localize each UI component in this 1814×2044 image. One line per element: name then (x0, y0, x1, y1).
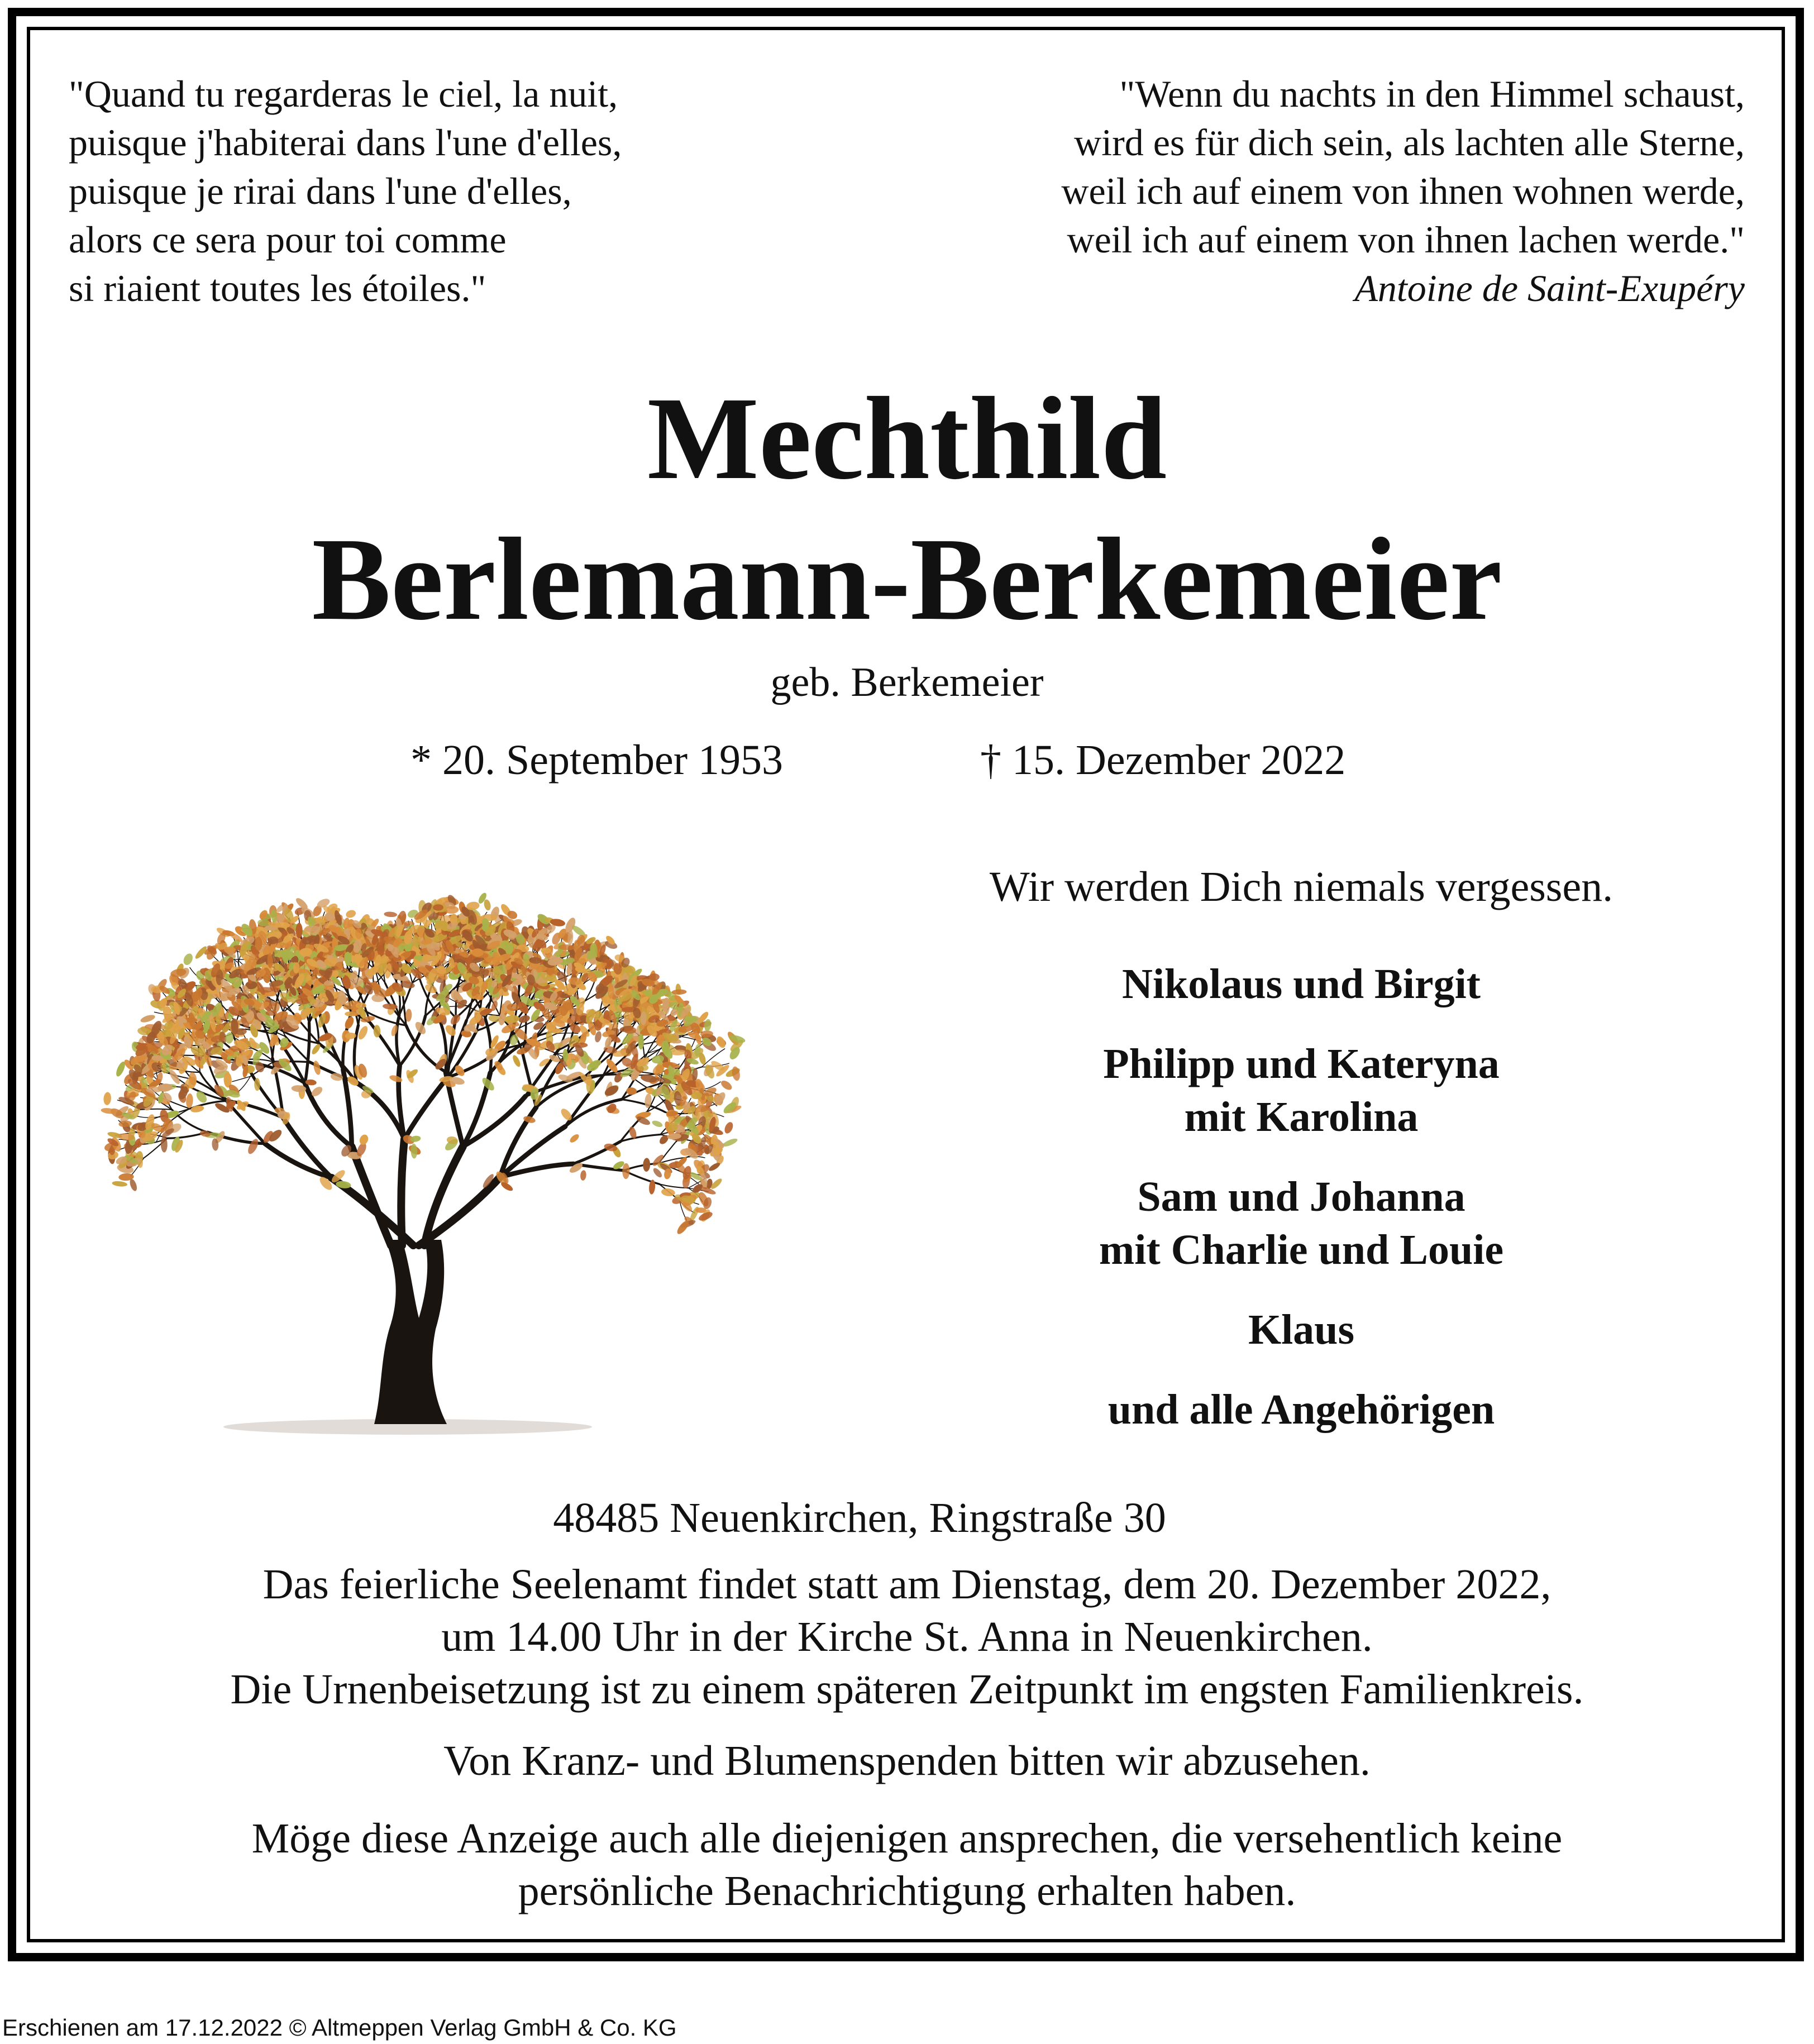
tree-leaf (675, 1219, 691, 1236)
tree-leaf (343, 1015, 355, 1030)
tree-leaf (384, 911, 397, 918)
service-line: Die Urnenbeisetzung ist zu einem späteren Zeitpunkt im engsten Familienkreis. (230, 1666, 1584, 1713)
tree-branch (485, 1019, 491, 1073)
tree-leaf (626, 1087, 637, 1095)
tree-leaf (708, 1161, 721, 1172)
tree-leaf (140, 1014, 156, 1024)
tree-leaf (112, 1181, 127, 1187)
quote-line: puisque j'habiterai dans l'une d'elles, (69, 121, 622, 164)
tree-leaf (731, 1066, 741, 1081)
tree-branch (620, 1134, 660, 1141)
flowers-request: Von Kranz- und Blumenspenden bitten wir abzusehen. (443, 1737, 1371, 1784)
tree-leaf (345, 909, 357, 919)
tree-leaf (562, 1002, 574, 1010)
deceased-last-name: Berlemann-Berkemeier (312, 513, 1502, 644)
tree-leaf (569, 1133, 580, 1144)
tree-leaf (128, 1178, 139, 1192)
tree-leaf (118, 1120, 132, 1128)
tree-branch (404, 1077, 447, 1139)
tree-leaf (704, 1019, 712, 1031)
tree-leaf (185, 1093, 193, 1108)
service-details (0, 1558, 1814, 1716)
tree-leaf (190, 1105, 204, 1114)
quote-line: alors ce sera pour toi comme (69, 218, 507, 261)
tree-leaf (255, 937, 262, 951)
mourner-group (871, 958, 1731, 1011)
mourners-list (871, 958, 1731, 1463)
tree-leaf (622, 1163, 630, 1179)
quote-line: weil ich auf einem von ihnen wohnen werde, (1061, 170, 1745, 212)
service-line: Das feierliche Seelenamt findet statt am Dienstag, dem 20. Dezember 2022, (262, 1561, 1552, 1608)
tree-leaf (182, 952, 195, 967)
notice-line: Möge diese Anzeige auch alle diejenigen ansprechen, die versehentlich keine (251, 1815, 1563, 1862)
mourner-line: Nikolaus und Birgit (1122, 961, 1481, 1007)
tree-leaf (580, 1170, 586, 1181)
tree-leaf (643, 1158, 651, 1172)
notification-notice (0, 1812, 1814, 1917)
quote-german (1061, 70, 1745, 313)
publication-footer: Erschienen am 17.12.2022 © Altmeppen Verlag GmbH & Co. KG (2, 2014, 677, 2041)
mourner-group (871, 1171, 1731, 1277)
tree-leaf (296, 923, 303, 938)
maiden-name: geb. Berkemeier (770, 660, 1044, 705)
tree-leaf (103, 1092, 112, 1105)
tree-leaf (723, 1121, 734, 1135)
autumn-tree-image (61, 854, 754, 1458)
mourner-line: Philipp und Kateryna (1103, 1040, 1500, 1087)
tree-leaf (651, 1119, 663, 1128)
quote-line: "Wenn du nachts in den Himmel schaust, (1119, 73, 1745, 115)
mourner-line: mit Karolina (1184, 1093, 1419, 1140)
service-line: um 14.00 Uhr in der Kirche St. Anna in Neuenkirchen. (441, 1613, 1373, 1660)
quote-line: wird es für dich sein, als lachten alle Sterne, (1074, 121, 1745, 164)
tree-leaf (719, 1079, 733, 1092)
mourner-group (871, 1038, 1731, 1144)
notice-line: persönliche Benachrichtigung erhalten haben. (518, 1868, 1296, 1914)
quote-line: si riaient toutes les étoiles." (69, 267, 486, 309)
mourner-group (871, 1383, 1731, 1436)
tree-leaf (358, 1133, 370, 1146)
mourner-line: Sam und Johanna (1137, 1173, 1465, 1220)
tree-leaves (101, 891, 746, 1235)
quote-line: puisque je rirai dans l'une d'elles, (69, 170, 572, 212)
tree-leaf (604, 1057, 619, 1074)
mourner-group (871, 1303, 1731, 1357)
deceased-first-name: Mechthild (647, 372, 1167, 504)
death-date: † 15. Dezember 2022 (980, 737, 1346, 784)
family-address: 48485 Neuenkirchen, Ringstraße 30 (553, 1494, 1166, 1541)
farewell-message: Wir werden Dich niemals vergessen. (989, 863, 1613, 910)
quote-author: Antoine de Saint-Exupéry (1354, 267, 1745, 309)
birth-date: * 20. September 1953 (410, 737, 784, 784)
tree-trunk (374, 1240, 447, 1424)
mourner-line: mit Charlie und Louie (1099, 1226, 1504, 1273)
tree-branch (265, 1144, 332, 1178)
tree-leaf (246, 1138, 260, 1155)
tree-branch (557, 1033, 578, 1034)
tree-leaf (512, 1054, 522, 1068)
tree-leaf (254, 1078, 260, 1091)
quote-line: "Quand tu regarderas le ciel, la nuit, (69, 73, 618, 115)
mourner-line: und alle Angehörigen (1108, 1386, 1495, 1433)
tree-leaf (638, 1034, 643, 1049)
mourner-line: Klaus (1248, 1306, 1355, 1353)
tree-leaf (722, 1137, 738, 1148)
tree-leaf (311, 988, 326, 994)
quote-french (69, 70, 622, 313)
tree-branch (140, 1109, 172, 1110)
quote-line: weil ich auf einem von ihnen lachen werde." (1067, 218, 1745, 261)
tree-branch (137, 1116, 159, 1118)
tree-leaf (224, 947, 236, 953)
tree-branch (622, 1099, 665, 1112)
